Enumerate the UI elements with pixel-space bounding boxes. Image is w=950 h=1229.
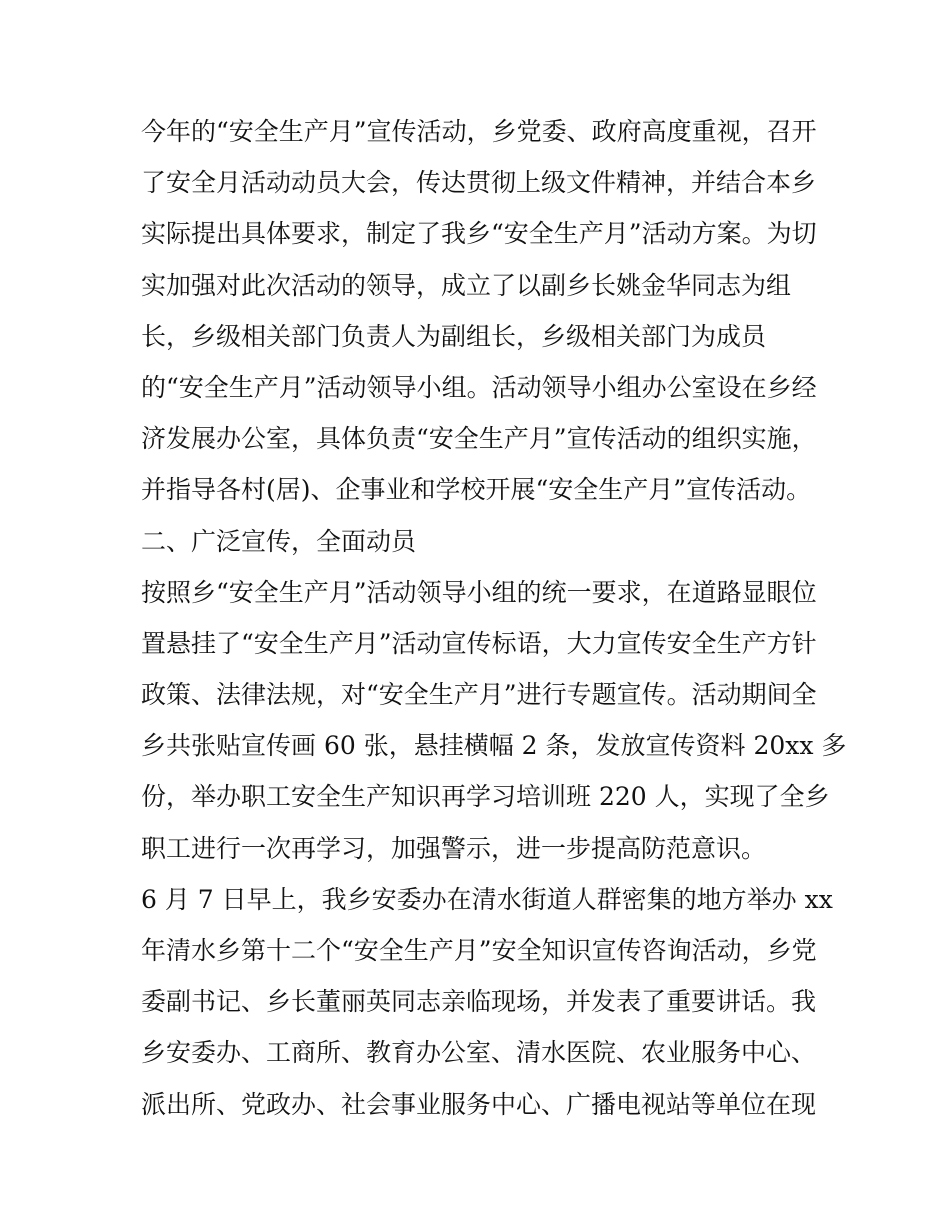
text-line: 乡安委办、工商所、教育办公室、清水医院、农业服务中心、: [141, 1038, 817, 1068]
section-heading: 二、广泛宣传，全面动员: [141, 526, 417, 556]
text-line: 了安全月活动动员大会，传达贯彻上级文件精神，并结合本乡: [141, 168, 817, 198]
text-line: 实际提出具体要求，制定了我乡“安全生产月”活动方案。为切: [141, 219, 817, 249]
text-line: 派出所、党政办、社会事业服务中心、广播电视站等单位在现: [141, 1089, 817, 1119]
text-line: 委副书记、乡长董丽英同志亲临现场，并发表了重要讲话。我: [141, 987, 817, 1017]
text-line: 乡共张贴宣传画 60 张，悬挂横幅 2 条，发放宣传资料 20xx 多: [141, 731, 847, 761]
text-line: 年清水乡第十二个“安全生产月”安全知识宣传咨询活动，乡党: [141, 936, 817, 965]
text-line: 的“安全生产月”活动领导小组。活动领导小组办公室设在乡经: [141, 372, 817, 402]
text-line: 济发展办公室，具体负责“安全生产月”宣传活动的组织实施，: [141, 424, 817, 454]
text-line: 按照乡“安全生产月”活动领导小组的统一要求，在道路显眼位: [141, 577, 817, 607]
text-line: 今年的“安全生产月”宣传活动，乡党委、政府高度重视，召开: [141, 117, 817, 146]
document-body: [141, 106, 847, 1130]
text-line: 并指导各村(居)、企事业和学校开展“安全生产月”宣传活动。: [141, 475, 812, 505]
text-line: 职工进行一次再学习，加强警示，进一步提高防范意识。: [141, 833, 767, 863]
text-line: 政策、法律法规，对“安全生产月”进行专题宣传。活动期间全: [141, 680, 817, 710]
text-line: 6 月 7 日早上，我乡安委办在清水街道人群密集的地方举办 xx: [141, 884, 833, 914]
text-line: 实加强对此次活动的领导，成立了以副乡长姚金华同志为组: [141, 270, 792, 300]
text-line: 置悬挂了“安全生产月”活动宣传标语，大力宣传安全生产方针: [141, 628, 817, 658]
text-line: 份，举办职工安全生产知识再学习培训班 220 人，实现了全乡: [141, 782, 830, 812]
text-line: 长，乡级相关部门负责人为副组长，乡级相关部门为成员: [141, 321, 767, 351]
